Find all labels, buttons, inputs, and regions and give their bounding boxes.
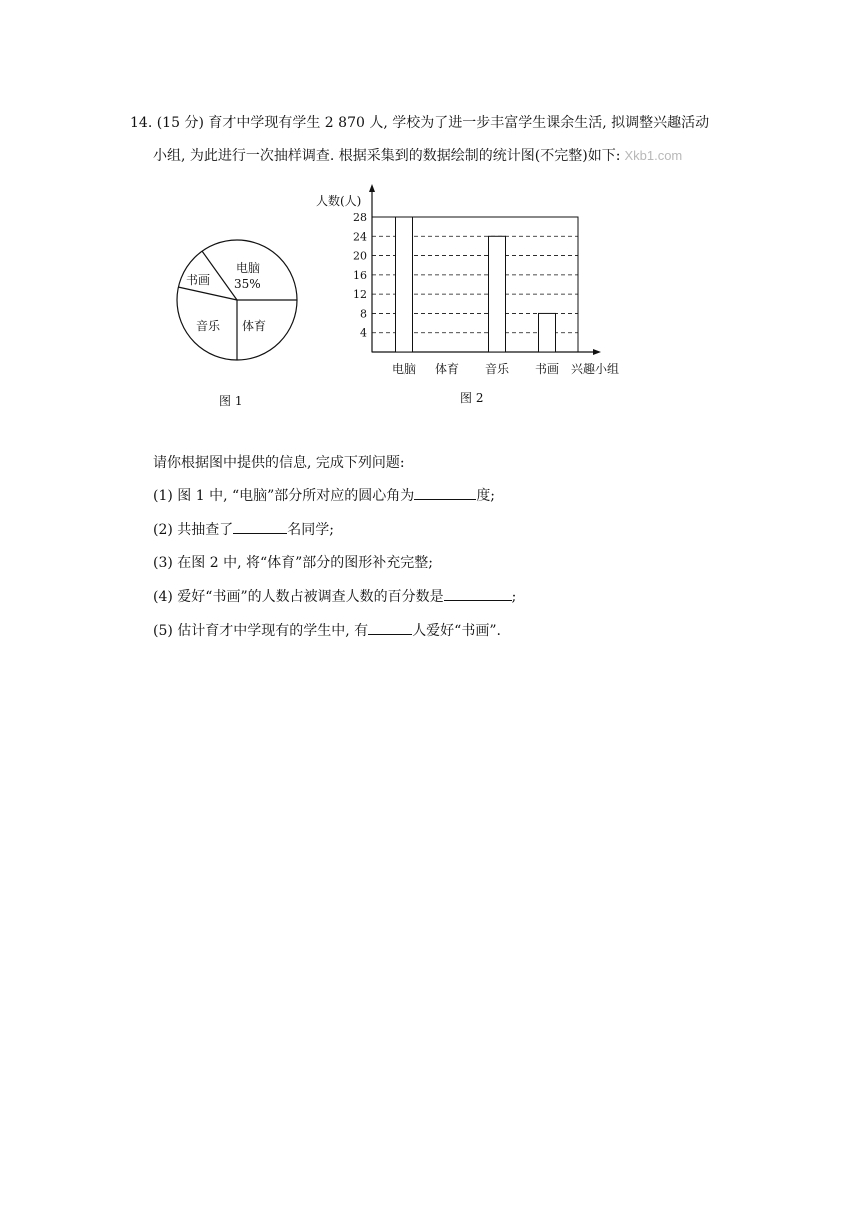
- answer-blank[interactable]: [233, 519, 287, 534]
- y-axis-arrow: [369, 184, 375, 192]
- y-tick-label: 24: [353, 230, 367, 244]
- figure-1-caption: 图 1: [219, 394, 243, 408]
- question-text-2: 小组, 为此进行一次抽样调查. 根据采集到的数据绘制的统计图(不完整)如下:: [153, 148, 621, 164]
- bars: [396, 217, 556, 352]
- question-item-suffix: 人爱好“书画”.: [412, 623, 501, 639]
- y-tick-label: 20: [353, 249, 367, 263]
- question-item-suffix: ;: [511, 589, 517, 605]
- question-item-text: (1) 图 1 中, “电脑”部分所对应的圆心角为: [153, 488, 415, 504]
- y-tick-label: 8: [360, 307, 367, 321]
- question-item-suffix: 度;: [476, 488, 496, 504]
- pie-label-sports: 体育: [242, 319, 267, 333]
- pie-label-music: 音乐: [196, 319, 221, 333]
- question-item: [153, 552, 433, 572]
- pie-chart: [177, 240, 297, 360]
- x-axis-label: 兴趣小组: [571, 362, 620, 376]
- question-item-text: (3) 在图 2 中, 将“体育”部分的图形补充完整;: [153, 555, 434, 571]
- answer-blank[interactable]: [444, 586, 512, 601]
- bar-chart: [316, 184, 619, 376]
- y-axis-label: 人数(人): [316, 194, 362, 208]
- bar: [489, 236, 506, 352]
- x-tick-label: 体育: [434, 362, 460, 376]
- x-tick-label: 书画: [534, 362, 560, 376]
- y-tick-labels: [353, 211, 367, 340]
- watermark: Xkb1.com: [624, 148, 683, 163]
- y-tick-label: 16: [353, 268, 367, 282]
- x-tick-label: 音乐: [484, 362, 510, 376]
- pie-label-calligraphy: 书画: [186, 273, 211, 287]
- question-text-1: 14. (15 分) 育才中学现有学生 2 870 人, 学校为了进一步丰富学生课余生活, 拟调整兴趣活动: [130, 115, 710, 131]
- bar: [539, 313, 556, 352]
- question-item-text: (5) 估计育才中学现有的学生中, 有: [153, 623, 369, 639]
- question-item-suffix: 名同学;: [287, 522, 334, 538]
- pie-divider-music-calligraphy: [178, 287, 237, 300]
- question-item: [153, 485, 495, 505]
- question-item: [153, 519, 334, 539]
- question-item: [153, 586, 516, 606]
- figures: [0, 0, 860, 420]
- instruction: 请你根据图中提供的信息, 完成下列问题:: [153, 455, 405, 471]
- answer-blank[interactable]: [414, 485, 476, 500]
- x-tick-label: 电脑: [391, 362, 417, 376]
- pie-label-computer: 电脑: [236, 261, 261, 275]
- answer-blank[interactable]: [368, 620, 412, 635]
- y-tick-label: 4: [360, 326, 367, 340]
- question-item: [153, 620, 501, 640]
- y-tick-label: 28: [353, 211, 367, 224]
- question-item-text: (4) 爱好“书画”的人数占被调查人数的百分数是: [153, 589, 444, 605]
- figure-2-caption: 图 2: [460, 391, 484, 405]
- x-axis-arrow: [593, 349, 601, 355]
- y-tick-label: 12: [353, 288, 367, 302]
- x-tick-labels: [392, 361, 559, 376]
- question-item-text: (2) 共抽查了: [153, 522, 234, 538]
- pie-label-computer-pct: 35%: [234, 277, 261, 291]
- bar: [396, 217, 413, 352]
